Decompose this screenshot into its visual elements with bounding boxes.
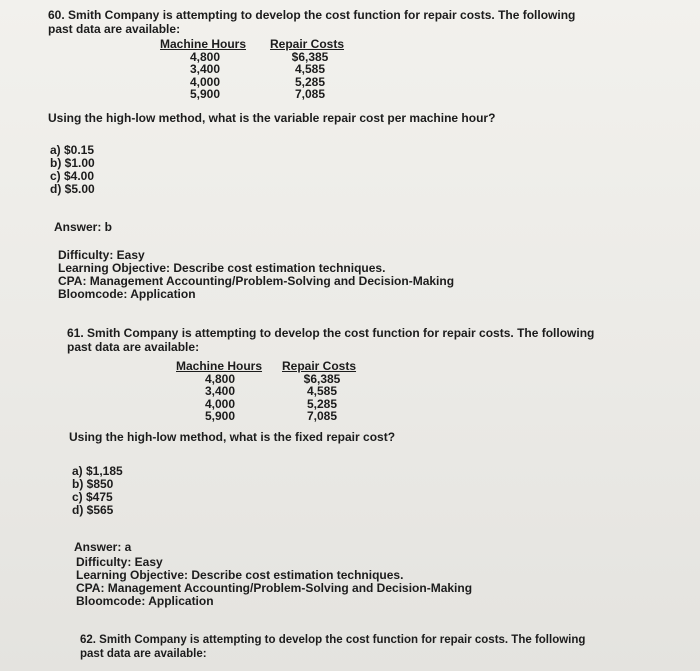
q60-costs-header: Repair Costs xyxy=(270,37,345,51)
q60-costs-cell: $6,385 xyxy=(291,49,329,64)
q61-hours-cell: 4,800 xyxy=(204,371,236,386)
q60-bloomcode: Bloomcode: Application xyxy=(58,287,196,301)
q60-hours-cell: 3,400 xyxy=(189,62,221,76)
q61-hours-cell: 4,000 xyxy=(204,396,236,411)
q60-hours-header: Machine Hours xyxy=(160,37,247,51)
q60-costs-cell: 5,285 xyxy=(294,74,326,89)
q61-data-table xyxy=(176,360,376,428)
q61-question: Using the high-low method, what is the fixed repair cost? xyxy=(69,430,396,444)
q61-costs-cell: 4,585 xyxy=(306,384,338,398)
q60-hours-column xyxy=(160,38,250,101)
q61-costs-cell: 5,285 xyxy=(306,396,338,411)
q60-hours-cell: 4,800 xyxy=(189,49,221,64)
q60-intro xyxy=(48,8,575,36)
q60-data-table xyxy=(160,38,360,108)
q61-hours-cell: 3,400 xyxy=(204,384,236,398)
q61-answer: Answer: a xyxy=(74,540,132,554)
q60-costs-column xyxy=(270,38,350,101)
q60-intro-line2: past data are available: xyxy=(48,22,181,36)
q61-option-a: a) $1,185 xyxy=(72,464,123,478)
q61-options xyxy=(72,465,123,517)
q61-intro xyxy=(67,326,594,354)
q61-hours-header: Machine Hours xyxy=(176,359,263,373)
q61-option-b: b) $850 xyxy=(72,477,114,491)
q60-intro-line1: 60. Smith Company is attempting to develop the cost function for repair costs. The following xyxy=(48,8,576,22)
q61-difficulty: Difficulty: Easy xyxy=(76,555,163,569)
q62-intro xyxy=(80,633,585,661)
q60-metadata xyxy=(58,249,454,301)
q61-costs-header: Repair Costs xyxy=(282,359,357,373)
q60-answer: Answer: b xyxy=(54,220,113,234)
q62-intro-line1: 62. Smith Company is attempting to develop the cost function for repair costs. The following xyxy=(80,634,586,646)
q60-hours-cell: 5,900 xyxy=(189,87,221,101)
q61-intro-line2: past data are available: xyxy=(67,340,200,354)
q60-option-d: d) $5.00 xyxy=(50,182,95,196)
q61-option-d: d) $565 xyxy=(72,503,114,517)
q61-costs-cell: 7,085 xyxy=(306,409,338,423)
q60-costs-cell: 4,585 xyxy=(294,62,326,76)
q61-bloomcode: Bloomcode: Application xyxy=(76,594,214,608)
q61-intro-line1: 61. Smith Company is attempting to develop the cost function for repair costs. The following xyxy=(67,326,595,340)
q60-hours-cell: 4,000 xyxy=(189,74,221,89)
q61-hours-cell: 5,900 xyxy=(204,409,236,423)
q60-costs-cell: 7,085 xyxy=(294,87,326,101)
q61-costs-cell: $6,385 xyxy=(303,371,341,386)
q60-options xyxy=(50,144,95,196)
q60-cpa: CPA: Management Accounting/Problem-Solving and Decision-Making xyxy=(58,274,455,288)
q61-cpa: CPA: Management Accounting/Problem-Solving and Decision-Making xyxy=(76,581,473,595)
q60-option-c: c) $4.00 xyxy=(50,169,95,183)
q61-option-c: c) $475 xyxy=(72,490,113,504)
q60-difficulty: Difficulty: Easy xyxy=(58,248,145,262)
q61-learning-objective: Learning Objective: Describe cost estimation techniques. xyxy=(76,568,404,582)
q60-learning-objective: Learning Objective: Describe cost estimation techniques. xyxy=(58,261,386,275)
q61-costs-column xyxy=(282,360,362,423)
q62-intro-line2: past data are available: xyxy=(80,648,207,660)
q60-question: Using the high-low method, what is the variable repair cost per machine hour? xyxy=(48,111,496,125)
q60-option-a: a) $0.15 xyxy=(50,143,95,157)
q61-metadata xyxy=(76,556,472,608)
q61-hours-column xyxy=(176,360,264,423)
q60-option-b: b) $1.00 xyxy=(50,156,95,170)
